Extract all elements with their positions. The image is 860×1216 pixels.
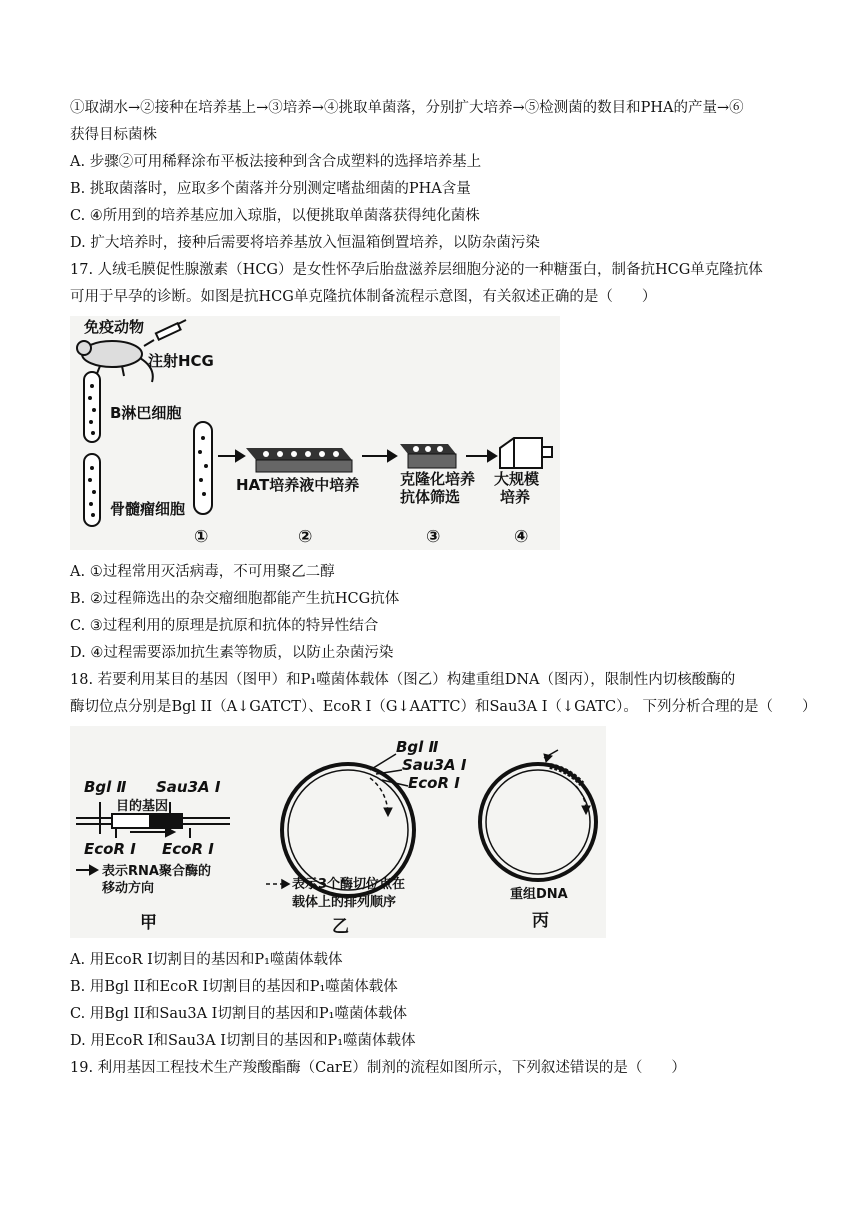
rna-pol-arrow (130, 828, 174, 836)
yi-sau-label: Sau3A Ⅰ (402, 756, 467, 774)
q17-option-a: A. ①过程常用灭活病毒，不可用聚乙二醇 (70, 564, 335, 580)
q18-figure (70, 726, 606, 938)
q16-option-c: C. ④所用到的培养基应加入琼脂，以便挑取单菌落获得纯化菌株 (70, 208, 480, 224)
jia-label: 甲 (140, 913, 157, 933)
test-tube-b-cell (84, 372, 100, 442)
q16-stem-line2: 获得目标菌株 (70, 127, 157, 143)
q18-option-b: B. 用Bgl II和EcoR I切割目的基因和P₁噬菌体载体 (70, 979, 398, 995)
test-tube-myeloma (84, 454, 100, 526)
test-tube-fusion (194, 422, 212, 514)
q16-option-b: B. 挑取菌落时，应取多个菌落并分别测定嗜盐细菌的PHA含量 (70, 181, 471, 197)
clone-plate (400, 444, 456, 468)
hat-plate (246, 448, 352, 472)
step-1-label: ① (194, 527, 209, 547)
q19-stem: 19. 利用基因工程技术生产羧酸酯酶（CarE）制剂的流程如图所示，下列叙述错误的是（ ） (70, 1060, 686, 1076)
q18-stem-line1: 18. 若要利用某目的基因（图甲）和P₁噬菌体载体（图乙）构建重组DNA（图丙），限制性内切核酸酶的 (70, 672, 736, 688)
target-gene-label: 目的基因 (116, 799, 169, 814)
q17-stem-line1: 17. 人绒毛膜促性腺激素（HCG）是女性怀孕后胎盘滋养层细胞分泌的一种糖蛋白，制备抗HCG单克隆抗体 (70, 262, 763, 278)
order-legend-1: 表示3个酶切位点在 (292, 877, 406, 892)
large-scale-label-2: 培养 (500, 488, 531, 506)
legend-dashed-arrow (266, 880, 289, 888)
bing-label: 丙 (532, 911, 549, 931)
q18-option-a: A. 用EcoR I切割目的基因和P₁噬菌体载体 (70, 952, 343, 968)
rna-pol-legend-1: 表示RNA聚合酶的 (102, 864, 211, 879)
yi-label: 乙 (332, 917, 349, 937)
b-cell-label: B淋巴细胞 (110, 404, 182, 422)
q17-option-c: C. ③过程利用的原理是抗原和抗体的特异性结合 (70, 618, 379, 634)
arrow-2 (362, 451, 396, 461)
jia-sau-label: Sau3A Ⅰ (156, 778, 221, 796)
yi-eco-label: EcoR Ⅰ (408, 774, 460, 792)
large-scale-label-1: 大规模 (494, 470, 540, 488)
q17-figure (70, 316, 560, 550)
clone-label-1: 克隆化培养 (400, 470, 476, 488)
arrow-1 (218, 451, 244, 461)
q18-option-c: C. 用Bgl II和Sau3A I切割目的基因和P₁噬菌体载体 (70, 1006, 407, 1022)
q16-option-a: A. 步骤②可用稀释涂布平板法接种到含合成塑料的选择培养基上 (70, 154, 482, 170)
yi-bgl-label: Bgl Ⅱ (396, 738, 439, 756)
inject-hcg-label: 注射HCG (148, 352, 214, 370)
q18-stem-line2: 酶切位点分别是Bgl II（A↓GATCT）、EcoR I（G↓AATTC）和Sau3A I（↓GATC）。 下列分析合理的是（ ） (70, 699, 817, 715)
q17-option-d: D. ④过程需要添加抗生素等物质，以防止杂菌污染 (70, 645, 394, 661)
jia-eco-right-label: EcoR Ⅰ (162, 840, 214, 858)
q17-stem-line2: 可用于早孕的诊断。如图是抗HCG单克隆抗体制备流程示意图，有关叙述正确的是（ ） (70, 289, 657, 305)
step-2-label: ② (298, 527, 313, 547)
q16-stem-line1: ①取湖水→②接种在培养基上→③培养→④挑取单菌落，分别扩大培养→⑤检测菌的数目和PHA的产量→⑥ (70, 100, 744, 116)
jia-bgl-label: Bgl Ⅱ (84, 778, 127, 796)
step-4-label: ④ (514, 527, 529, 547)
q17-option-b: B. ②过程筛选出的杂交瘤细胞都能产生抗HCG抗体 (70, 591, 400, 607)
culture-flask-icon (500, 438, 552, 468)
syringe-icon (144, 320, 186, 346)
rna-pol-legend-2: 移动方向 (102, 881, 155, 896)
immune-animal-label: 免疫动物 (84, 318, 145, 336)
q16-option-d: D. 扩大培养时，接种后需要将培养基放入恒温箱倒置培养，以防杂菌污染 (70, 235, 540, 251)
recombinant-ring (480, 750, 596, 880)
vector-ring (282, 754, 414, 896)
hat-label: HAT培养液中培养 (236, 476, 360, 494)
q18-option-d: D. 用EcoR I和Sau3A I切割目的基因和P₁噬菌体载体 (70, 1033, 416, 1049)
step-3-label: ③ (426, 527, 441, 547)
legend-solid-arrow (76, 866, 97, 874)
myeloma-label: 骨髓瘤细胞 (110, 500, 186, 518)
recombinant-label: 重组DNA (510, 887, 568, 902)
arrow-3 (466, 451, 496, 461)
order-legend-2: 载体上的排列顺序 (292, 895, 397, 910)
jia-eco-left-label: EcoR Ⅰ (84, 840, 136, 858)
clone-label-2: 抗体筛选 (400, 488, 461, 506)
